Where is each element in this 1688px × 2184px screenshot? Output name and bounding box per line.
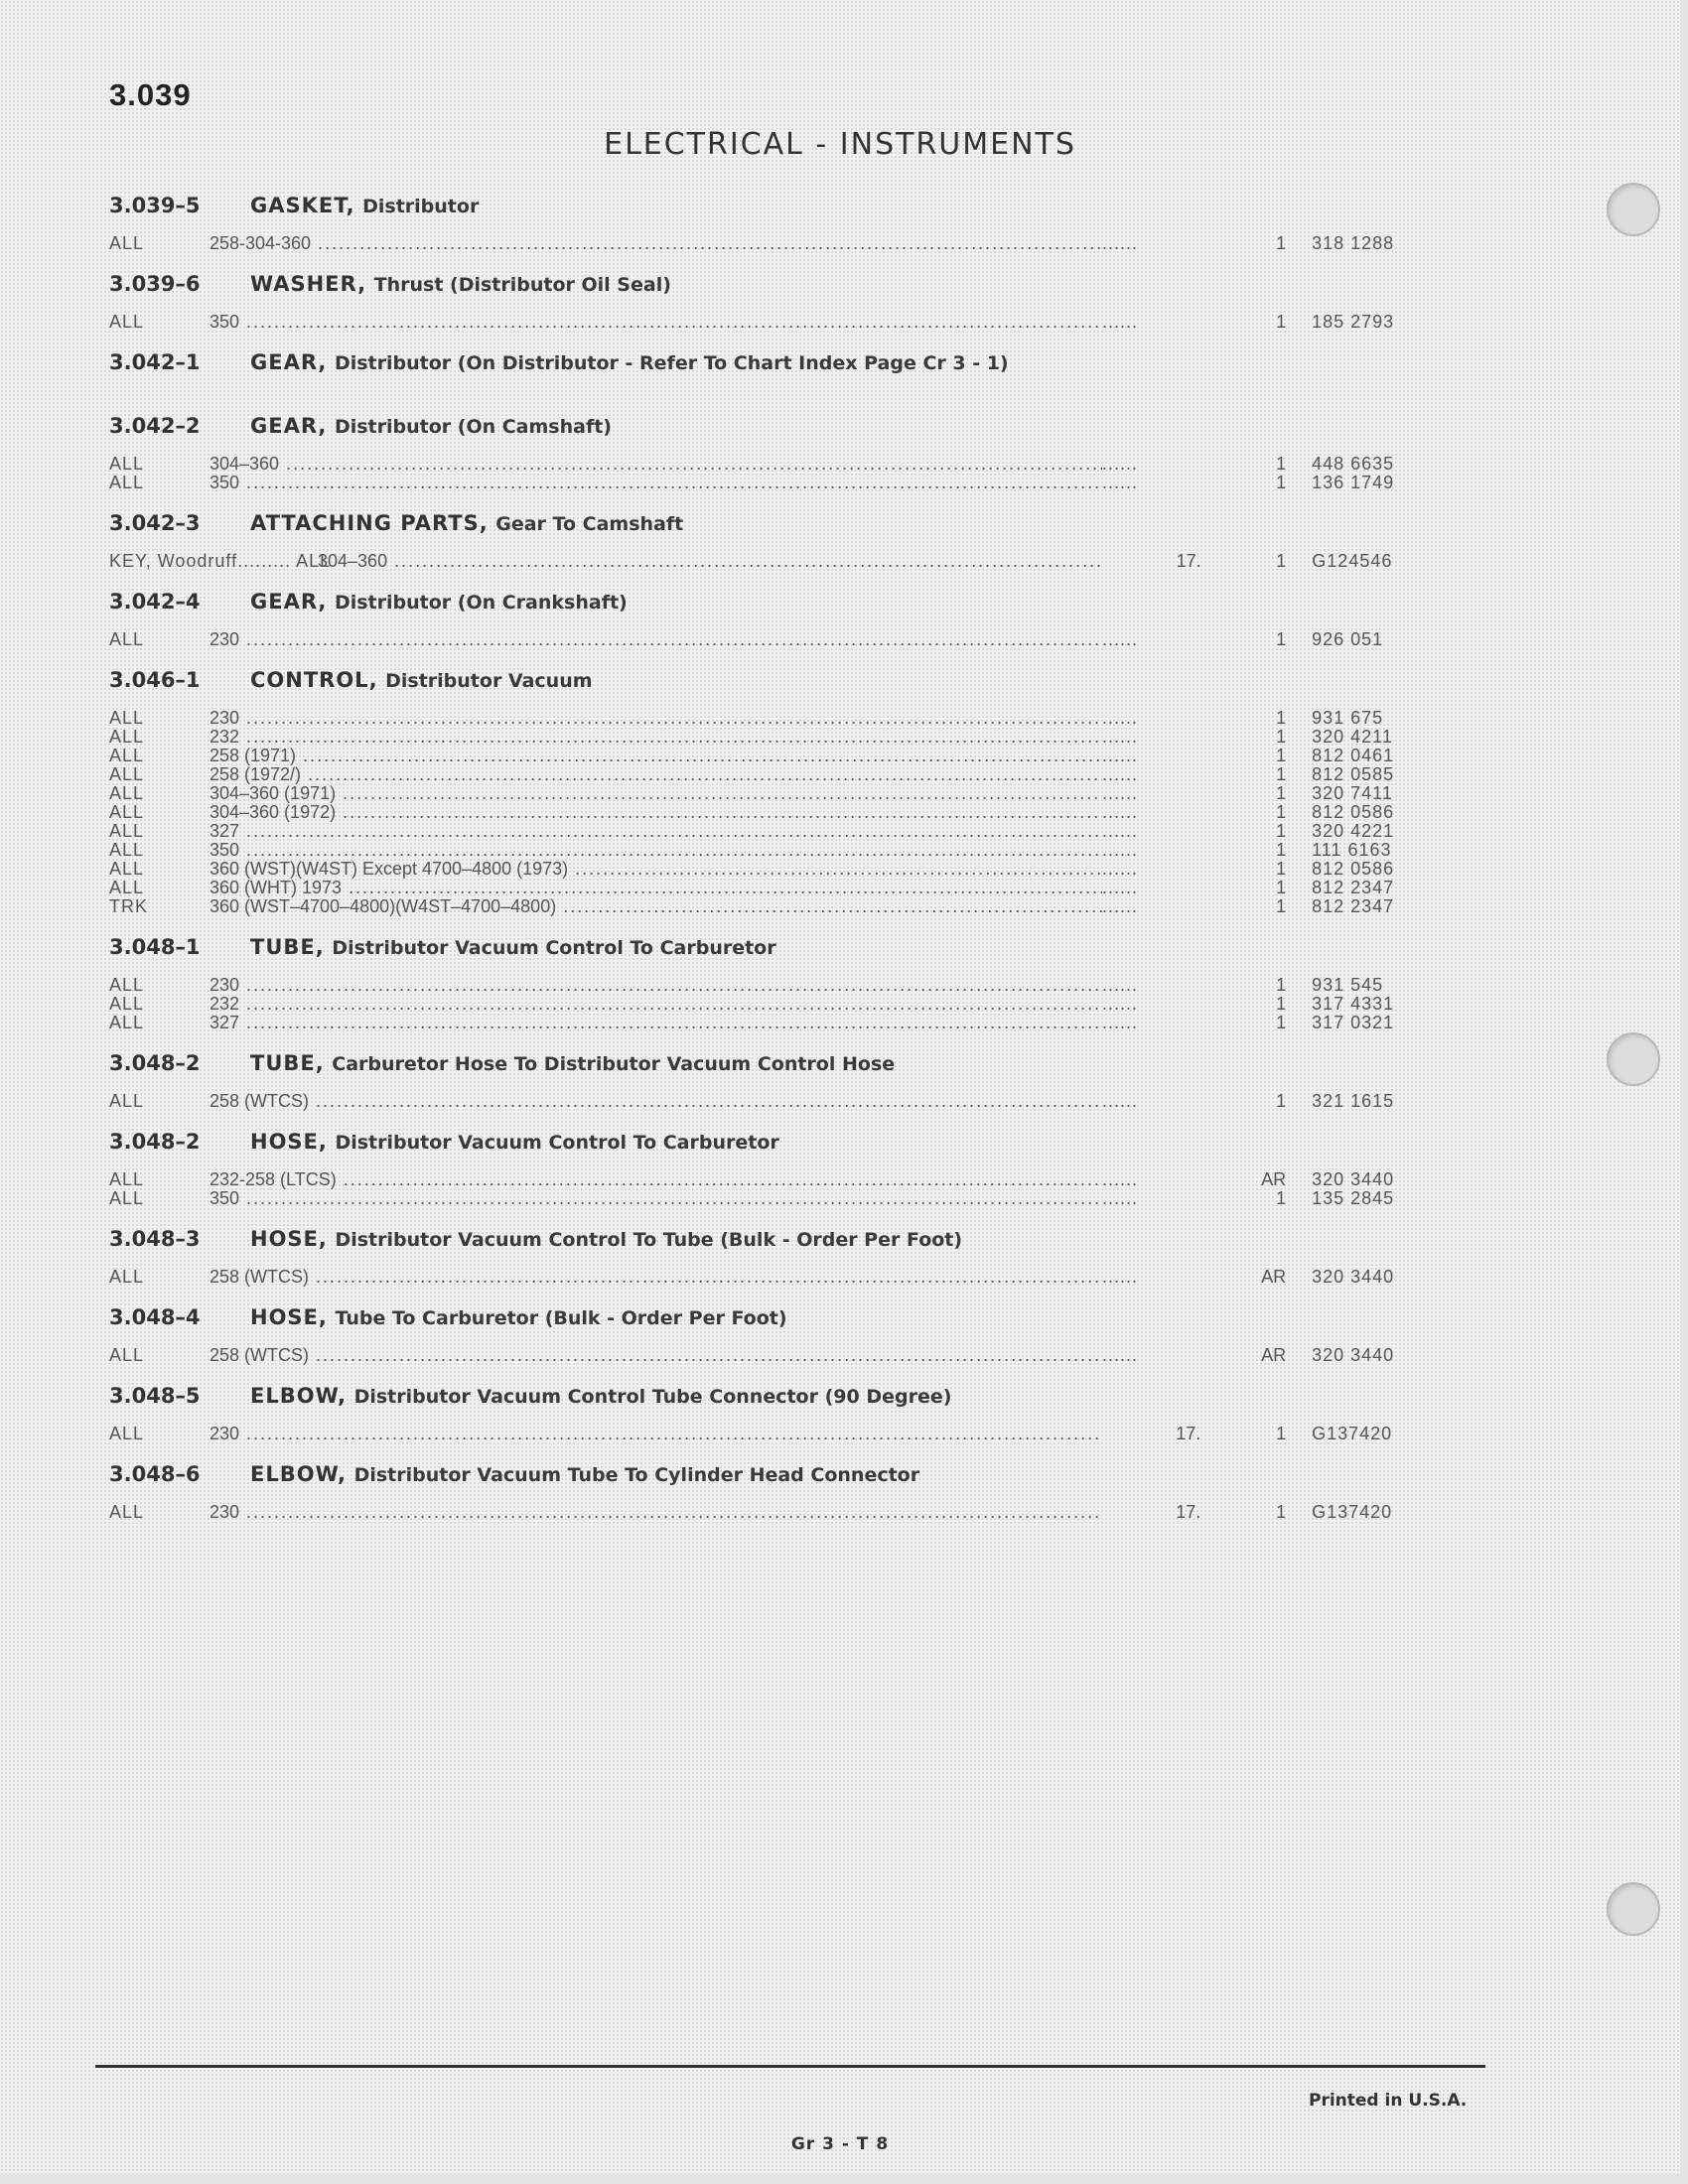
part-name: TUBE, <box>250 1051 325 1075</box>
quantity-cell: 1 <box>1276 783 1287 803</box>
binder-hole <box>1607 183 1660 236</box>
part-row <box>109 1503 1420 1522</box>
ref-cell <box>1176 1170 1234 1189</box>
ref-cell <box>1176 995 1234 1014</box>
engine-cell: 230 ..... <box>210 630 1102 649</box>
model-cell: ALL <box>109 1169 145 1189</box>
part-number-cell: 317 0321 <box>1312 1013 1395 1032</box>
quantity-cell: 1 <box>1276 859 1287 879</box>
quantity-cell: 1 <box>1276 629 1287 649</box>
leader-dots: ...... <box>1101 233 1138 253</box>
part-number-cell: 926 051 <box>1312 629 1384 649</box>
part-rows <box>109 616 1420 665</box>
part-number-cell: G124546 <box>1312 551 1393 571</box>
ref-cell <box>1176 455 1234 474</box>
ref-cell <box>1176 1014 1234 1032</box>
engine-cell: 360 (WST–4700–4800)(W4ST–4700–4800) ..... <box>210 897 1102 916</box>
part-number-cell: 317 4331 <box>1312 994 1395 1014</box>
group-code: 3.048–5 <box>109 1384 201 1408</box>
binder-hole <box>1607 1882 1660 1936</box>
part-group <box>109 411 1420 508</box>
engine-cell: 327 ..... <box>210 1014 1102 1032</box>
part-name: HOSE, <box>250 1227 328 1251</box>
quantity-cell: 1 <box>1276 764 1287 784</box>
ref-cell <box>1176 897 1234 916</box>
model-cell: ALL <box>109 1013 145 1032</box>
part-group <box>109 1224 1420 1302</box>
ref-cell <box>1176 803 1234 822</box>
leader-dots: ...... <box>1101 783 1138 803</box>
part-rows <box>109 1078 1420 1127</box>
part-number-cell: 320 7411 <box>1312 783 1393 803</box>
model-cell: ALL <box>109 1502 145 1522</box>
engine-cell: 258 (WTCS) ..... <box>210 1346 1102 1365</box>
quantity-cell: 1 <box>1276 1424 1287 1443</box>
quantity-cell: 1 <box>1276 1188 1287 1208</box>
model-cell: ALL <box>109 454 145 474</box>
quantity-cell: 1 <box>1276 802 1287 822</box>
part-row <box>109 860 1420 879</box>
quantity-cell: 1 <box>1276 878 1287 897</box>
part-rows <box>109 1157 1420 1224</box>
part-row <box>109 879 1420 897</box>
model-cell: ALL <box>109 764 145 784</box>
model-cell: ALL <box>109 994 145 1014</box>
part-name: TUBE, <box>250 935 325 959</box>
ref-cell <box>1176 1268 1234 1287</box>
ref-cell <box>1176 747 1234 765</box>
engine-cell: 327 ..... <box>210 822 1102 841</box>
part-name: GEAR, <box>250 350 328 374</box>
part-description: Distributor Vacuum Control To Carburetor <box>335 1132 779 1154</box>
part-number-cell: G137420 <box>1312 1424 1393 1443</box>
ref-cell <box>1176 313 1234 332</box>
engine-cell: 258 (1972/) ..... <box>210 765 1102 784</box>
part-description: Distributor Vacuum <box>385 670 593 692</box>
part-group <box>109 665 1420 932</box>
leader-dots: ...... <box>1101 1188 1138 1208</box>
group-heading <box>109 1381 1420 1411</box>
part-rows <box>109 538 1420 587</box>
part-row <box>109 1268 1420 1287</box>
engine-cell: 232-258 (LTCS) ..... <box>210 1170 1102 1189</box>
engine-cell: 230 ..... <box>210 1503 1102 1522</box>
engine-cell: 304–360 (1971) ..... <box>210 784 1102 803</box>
model-cell: ALL <box>109 1267 145 1287</box>
group-code: 3.048–6 <box>109 1462 201 1486</box>
part-group <box>109 1048 1420 1127</box>
part-row <box>109 976 1420 995</box>
page-number: 3.039 <box>109 77 192 112</box>
part-number-cell: 320 3440 <box>1312 1169 1395 1189</box>
group-code: 3.042–3 <box>109 511 201 535</box>
quantity-cell: 1 <box>1276 473 1287 492</box>
bottom-rule <box>95 2065 1485 2068</box>
group-heading <box>109 1048 1420 1078</box>
part-row <box>109 728 1420 747</box>
quantity-cell: AR <box>1261 1267 1287 1287</box>
quantity-cell: 1 <box>1276 312 1287 332</box>
quantity-cell: 1 <box>1276 1091 1287 1111</box>
group-heading <box>109 1459 1420 1489</box>
part-rows <box>109 441 1420 508</box>
group-heading <box>109 932 1420 962</box>
part-group <box>109 1127 1420 1224</box>
quantity-cell: 1 <box>1276 994 1287 1014</box>
ref-cell <box>1176 879 1234 897</box>
quantity-cell: 1 <box>1276 708 1287 728</box>
part-rows <box>109 1332 1420 1381</box>
part-name: HOSE, <box>250 1305 328 1329</box>
part-description: Distributor (On Distributor - Refer To Chart Index Page Cr 3 - 1) <box>334 352 1009 374</box>
part-row <box>109 474 1420 492</box>
quantity-cell: 1 <box>1276 975 1287 995</box>
ref-cell <box>1176 709 1234 728</box>
part-name: HOSE, <box>250 1130 328 1154</box>
page-footer: Gr 3 - T 8 <box>790 2134 890 2154</box>
part-number-cell: 135 2845 <box>1312 1188 1395 1208</box>
group-heading <box>109 191 1420 220</box>
quantity-cell: 1 <box>1276 1013 1287 1032</box>
engine-cell: 350 ..... <box>210 474 1102 492</box>
part-number-cell: 931 545 <box>1312 975 1384 995</box>
engine-cell: 350 ..... <box>210 1189 1102 1208</box>
part-description: Distributor Vacuum Control To Tube (Bulk - Order Per Foot) <box>335 1229 963 1251</box>
group-heading <box>109 269 1420 299</box>
engine-cell: 258 (WTCS) ..... <box>210 1268 1102 1287</box>
part-group <box>109 587 1420 665</box>
leader-dots: ...... <box>1101 859 1138 879</box>
part-description: Thrust (Distributor Oil Seal) <box>373 274 671 296</box>
group-code: 3.048–4 <box>109 1305 201 1329</box>
engine-cell: 360 (WST)(W4ST) Except 4700–4800 (1973) ..... <box>210 860 1102 879</box>
ref-cell <box>1176 1346 1234 1365</box>
model-cell: ALL <box>109 783 145 803</box>
group-code: 3.042–4 <box>109 590 201 614</box>
part-number-cell: 812 0585 <box>1312 764 1395 784</box>
part-row <box>109 784 1420 803</box>
part-row <box>109 1014 1420 1032</box>
part-number-cell: 185 2793 <box>1312 312 1395 332</box>
quantity-cell: 1 <box>1276 454 1287 474</box>
model-cell: ALL <box>109 233 145 253</box>
ref-cell <box>1176 976 1234 995</box>
part-description: Gear To Camshaft <box>495 513 684 535</box>
part-name: CONTROL, <box>250 668 378 692</box>
group-code: 3.042–2 <box>109 414 201 438</box>
engine-cell: 232 ..... <box>210 728 1102 747</box>
group-heading <box>109 411 1420 441</box>
engine-cell: 304–360 ..... <box>210 455 1102 474</box>
model-cell: ALL <box>109 1091 145 1111</box>
model-cell: ALL <box>109 629 145 649</box>
engine-cell: 360 (WHT) 1973 ..... <box>210 879 1102 897</box>
model-cell: ALL <box>109 878 145 897</box>
model-cell: KEY, Woodruff......... ALL <box>109 551 332 571</box>
part-row <box>109 897 1420 916</box>
part-number-cell: G137420 <box>1312 1502 1393 1522</box>
group-code: 3.048–2 <box>109 1130 201 1154</box>
part-row <box>109 747 1420 765</box>
leader-dots: ...... <box>1101 454 1138 474</box>
part-number-cell: 111 6163 <box>1312 840 1392 860</box>
part-rows <box>109 695 1420 932</box>
ref-cell <box>1176 841 1234 860</box>
leader-dots: ...... <box>1101 802 1138 822</box>
model-cell: ALL <box>109 1424 145 1443</box>
part-row <box>109 313 1420 332</box>
part-number-cell: 320 4221 <box>1312 821 1395 841</box>
engine-cell: 350 ..... <box>210 841 1102 860</box>
part-rows <box>109 299 1420 347</box>
part-description: Distributor Vacuum Control To Carburetor <box>332 937 776 959</box>
leader-dots: ...... <box>1101 764 1138 784</box>
quantity-cell: AR <box>1261 1169 1287 1189</box>
leader-dots: ...... <box>1101 821 1138 841</box>
model-cell: ALL <box>109 1188 145 1208</box>
leader-dots: ...... <box>1101 1267 1138 1287</box>
engine-cell: 304–360 ..... <box>318 552 1103 571</box>
part-row <box>109 765 1420 784</box>
part-row <box>109 1425 1420 1443</box>
model-cell: ALL <box>109 746 145 765</box>
ref-cell <box>1176 234 1234 253</box>
part-rows <box>109 377 1420 411</box>
leader-dots: ...... <box>1101 1345 1138 1365</box>
part-group <box>109 1459 1420 1538</box>
leader-dots: ...... <box>1101 896 1138 916</box>
part-number-cell: 812 0461 <box>1312 746 1395 765</box>
part-row <box>109 822 1420 841</box>
part-row <box>109 803 1420 822</box>
model-cell: ALL <box>109 727 145 747</box>
part-description: Distributor (On Camshaft) <box>334 416 612 438</box>
part-number-cell: 320 3440 <box>1312 1267 1395 1287</box>
quantity-cell: 1 <box>1276 233 1287 253</box>
part-number-cell: 320 3440 <box>1312 1345 1395 1365</box>
engine-cell: 258-304-360 ..... <box>210 234 1102 253</box>
engine-cell: 230 ..... <box>210 1425 1102 1443</box>
part-description: Distributor (On Crankshaft) <box>334 592 628 614</box>
model-cell: ALL <box>109 1345 145 1365</box>
ref-cell <box>1176 1189 1234 1208</box>
ref-cell: 17. <box>1176 551 1201 571</box>
part-description: Distributor Vacuum Tube To Cylinder Head Connector <box>353 1464 920 1486</box>
model-cell: ALL <box>109 840 145 860</box>
ref-cell: 17. <box>1176 1502 1201 1522</box>
ref-cell <box>1176 1092 1234 1111</box>
parts-list <box>109 191 1420 1538</box>
group-code: 3.042–1 <box>109 350 201 374</box>
part-name: ATTACHING PARTS, <box>250 511 489 535</box>
quantity-cell: 1 <box>1276 746 1287 765</box>
group-heading <box>109 1127 1420 1157</box>
engine-cell: 232 ..... <box>210 995 1102 1014</box>
group-code: 3.048–2 <box>109 1051 201 1075</box>
part-group <box>109 508 1420 587</box>
section-title: ELECTRICAL - INSTRUMENTS <box>604 127 1076 162</box>
model-cell: TRK <box>109 896 148 916</box>
part-number-cell: 931 675 <box>1312 708 1384 728</box>
part-number-cell: 321 1615 <box>1312 1091 1395 1111</box>
part-row <box>109 1170 1420 1189</box>
part-name: GEAR, <box>250 414 328 438</box>
ref-cell: 17. <box>1176 1424 1201 1443</box>
part-group <box>109 1381 1420 1459</box>
part-number-cell: 812 0586 <box>1312 802 1395 822</box>
leader-dots: ...... <box>1101 975 1138 995</box>
quantity-cell: 1 <box>1276 840 1287 860</box>
part-rows <box>109 1489 1420 1538</box>
part-description: Distributor <box>362 196 480 217</box>
part-number-cell: 136 1749 <box>1312 473 1395 492</box>
ref-cell <box>1176 474 1234 492</box>
model-cell: ALL <box>109 859 145 879</box>
part-name: GEAR, <box>250 590 328 614</box>
group-heading <box>109 347 1420 377</box>
leader-dots: ...... <box>1101 1013 1138 1032</box>
part-description: Tube To Carburetor (Bulk - Order Per Foot) <box>335 1307 787 1329</box>
part-number-cell: 320 4211 <box>1312 727 1393 747</box>
leader-dots: ...... <box>1101 727 1138 747</box>
part-row <box>109 234 1420 253</box>
group-code: 3.039–5 <box>109 194 201 217</box>
part-name: ELBOW, <box>250 1384 348 1408</box>
part-name: WASHER, <box>250 272 367 296</box>
part-row <box>109 1092 1420 1111</box>
printed-in-note: Printed in U.S.A. <box>1309 2091 1468 2111</box>
part-number-cell: 812 0586 <box>1312 859 1395 879</box>
quantity-cell: 1 <box>1276 551 1287 571</box>
part-row <box>109 841 1420 860</box>
part-number-cell: 318 1288 <box>1312 233 1395 253</box>
model-cell: ALL <box>109 975 145 995</box>
engine-cell: 350 ..... <box>210 313 1102 332</box>
leader-dots: ...... <box>1101 1091 1138 1111</box>
part-group <box>109 269 1420 347</box>
part-rows <box>109 1254 1420 1302</box>
group-heading <box>109 508 1420 538</box>
ref-cell <box>1176 784 1234 803</box>
part-rows <box>109 962 1420 1048</box>
part-group <box>109 932 1420 1048</box>
quantity-cell: 1 <box>1276 1502 1287 1522</box>
part-number-cell: 812 2347 <box>1312 878 1395 897</box>
leader-dots: ...... <box>1101 473 1138 492</box>
part-name: ELBOW, <box>250 1462 348 1486</box>
quantity-cell: 1 <box>1276 821 1287 841</box>
part-description: Carburetor Hose To Distributor Vacuum Control Hose <box>332 1053 896 1075</box>
engine-cell: 258 (WTCS) ..... <box>210 1092 1102 1111</box>
model-cell: ALL <box>109 821 145 841</box>
ref-cell <box>1176 630 1234 649</box>
part-group <box>109 1302 1420 1381</box>
part-group <box>109 191 1420 269</box>
model-cell: ALL <box>109 312 145 332</box>
leader-dots <box>1102 1503 1176 1522</box>
model-cell: ALL <box>109 802 145 822</box>
part-row <box>109 1346 1420 1365</box>
ref-cell <box>1176 728 1234 747</box>
group-heading <box>109 1224 1420 1254</box>
leader-dots: ...... <box>1101 746 1138 765</box>
leader-dots: ...... <box>1101 629 1138 649</box>
quantity-cell: 1 <box>1276 727 1287 747</box>
part-number-cell: 812 2347 <box>1312 896 1395 916</box>
model-cell: ALL <box>109 473 145 492</box>
group-code: 3.048–1 <box>109 935 201 959</box>
leader-dots: ...... <box>1101 878 1138 897</box>
engine-cell: 230 ..... <box>210 709 1102 728</box>
quantity-cell: 1 <box>1276 896 1287 916</box>
leader-dots: ...... <box>1101 840 1138 860</box>
ref-cell <box>1176 765 1234 784</box>
part-name: GASKET, <box>250 194 355 217</box>
leader-dots: ...... <box>1101 708 1138 728</box>
group-heading <box>109 1302 1420 1332</box>
binder-hole <box>1607 1032 1660 1086</box>
part-row <box>109 1189 1420 1208</box>
part-row <box>109 552 1420 571</box>
group-code: 3.048–3 <box>109 1227 201 1251</box>
part-rows <box>109 220 1420 269</box>
ref-cell <box>1176 822 1234 841</box>
leader-dots: ...... <box>1101 1169 1138 1189</box>
model-cell: ALL <box>109 708 145 728</box>
part-row <box>109 630 1420 649</box>
leader-dots: ...... <box>1101 312 1138 332</box>
group-code: 3.039–6 <box>109 272 201 296</box>
engine-cell: 230 ..... <box>210 976 1102 995</box>
part-number-cell: 448 6635 <box>1312 454 1395 474</box>
part-group <box>109 347 1420 411</box>
part-description: Distributor Vacuum Control Tube Connector (90 Degree) <box>353 1386 952 1408</box>
ref-cell <box>1176 860 1234 879</box>
part-row <box>109 709 1420 728</box>
engine-cell: 304–360 (1972) ..... <box>210 803 1102 822</box>
group-code: 3.046–1 <box>109 668 201 692</box>
part-rows <box>109 1411 1420 1459</box>
part-row <box>109 995 1420 1014</box>
group-heading <box>109 665 1420 695</box>
engine-cell: 258 (1971) ..... <box>210 747 1102 765</box>
quantity-cell: AR <box>1261 1345 1287 1365</box>
leader-dots: ...... <box>1101 994 1138 1014</box>
group-heading <box>109 587 1420 616</box>
leader-dots <box>1102 1425 1176 1443</box>
leader-dots <box>1103 552 1177 571</box>
part-row <box>109 455 1420 474</box>
